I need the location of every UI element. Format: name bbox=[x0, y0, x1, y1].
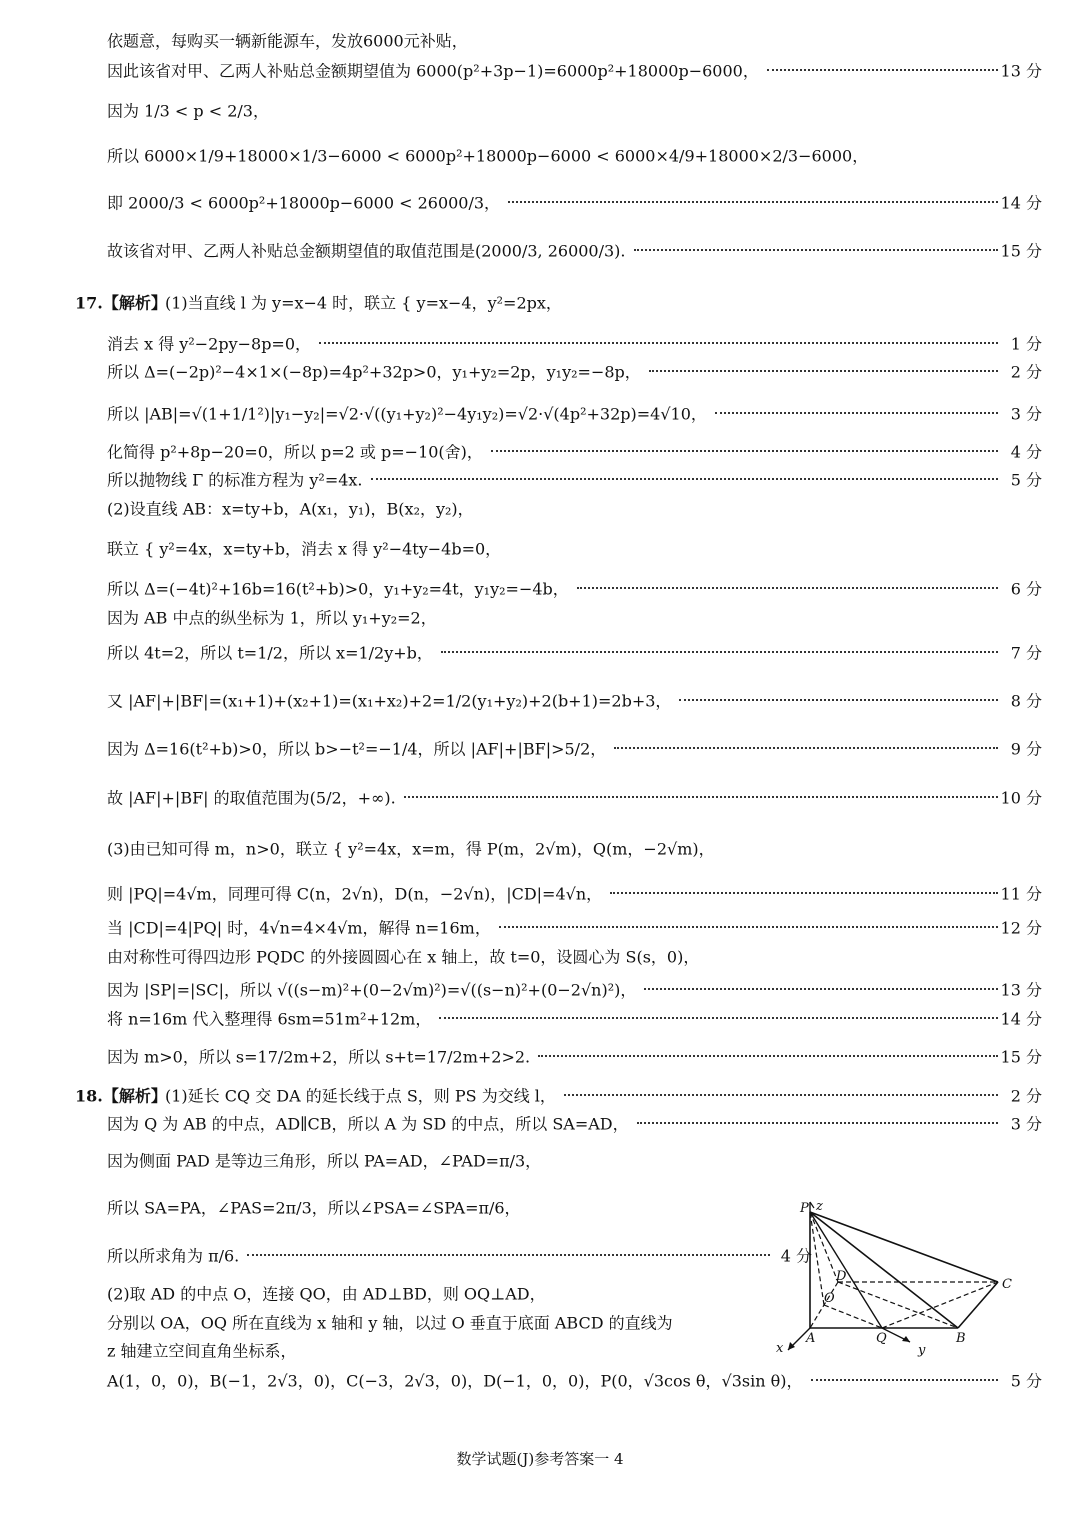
answer-line bbox=[0, 600, 1080, 634]
dot-leader bbox=[767, 69, 998, 71]
dot-leader bbox=[371, 478, 998, 480]
answer-line bbox=[0, 1001, 1080, 1035]
dot-leader bbox=[441, 651, 998, 653]
line-text: 所以 4t=2，所以 t=1/2，所以 x=1/2y+b， bbox=[107, 643, 433, 663]
dot-leader bbox=[637, 1122, 998, 1124]
line-text: 依题意，每购买一辆新能源车，发放6000元补贴， bbox=[107, 31, 468, 51]
line-text: 因为 Δ=16(t²+b)>0，所以 b>−t²=−1/4，所以 |AF|+|BF|>5/2， bbox=[107, 739, 607, 759]
answer-line bbox=[0, 1039, 1080, 1073]
score-label: 2 分 bbox=[1010, 1086, 1042, 1106]
figure-label: D bbox=[836, 1269, 847, 1284]
pyramid-figure bbox=[770, 1200, 1040, 1380]
line-text: 又 |AF|+|BF|=(x₁+1)+(x₂+1)=(x₁+x₂)+2=1/2(y₁+y₂)+2(b+1)=2b+3， bbox=[107, 691, 672, 711]
answer-line bbox=[0, 491, 1080, 525]
answer-line bbox=[0, 635, 1080, 669]
dot-leader bbox=[319, 342, 998, 344]
score-label: 4 分 bbox=[780, 1246, 812, 1266]
dot-leader bbox=[499, 926, 998, 928]
line-text: 分别以 OA，OQ 所在直线为 x 轴和 y 轴，以过 O 垂直于底面 ABCD 的直线为 bbox=[107, 1313, 673, 1333]
line-text: 当 |CD|=4|PQ| 时，4√n=4×4√m，解得 n=16m， bbox=[107, 918, 491, 938]
dot-leader bbox=[679, 699, 998, 701]
answer-line bbox=[0, 1143, 1080, 1177]
line-text: 故该省对甲、乙两人补贴总金额期望值的取值范围是(2000/3, 26000/3). bbox=[107, 241, 626, 261]
answer-line bbox=[0, 53, 1080, 87]
line-text: (2)取 AD 的中点 O，连接 QO，由 AD⊥BD，则 OQ⊥AD， bbox=[107, 1284, 546, 1304]
line-text: 由对称性可得四边形 PQDC 的外接圆圆心在 x 轴上，故 t=0，设圆心为 S(s，0)， bbox=[107, 947, 700, 967]
score-label: 10 分 bbox=[1000, 788, 1042, 808]
answer-line bbox=[0, 23, 1080, 57]
figure-label: B bbox=[956, 1331, 966, 1346]
dot-leader bbox=[508, 201, 998, 203]
score-label: 3 分 bbox=[1010, 1114, 1042, 1134]
line-text: (3)由已知可得 m，n>0，联立 { y²=4x，x=m，得 P(m，2√m)，Q(m，−2√m)， bbox=[107, 839, 715, 859]
score-label: 9 分 bbox=[1010, 739, 1042, 759]
figure-label: O bbox=[824, 1291, 835, 1306]
figure-label: y bbox=[918, 1343, 926, 1358]
line-text: 因此该省对甲、乙两人补贴总金额期望值为 6000(p²+3p−1)=6000p²+18000p−6000， bbox=[107, 61, 759, 81]
dot-leader bbox=[247, 1254, 770, 1256]
figure-label: C bbox=[1002, 1277, 1012, 1292]
line-text: 所以 Δ=(−2p)²−4×1×(−8p)=4p²+32p>0，y₁+y₂=2p，y₁y₂=−8p， bbox=[107, 362, 641, 382]
line-text: 因为 Q 为 AB 的中点，AD∥CB，所以 A 为 SD 的中点，所以 SA=AD， bbox=[107, 1114, 629, 1134]
score-label: 14 分 bbox=[1000, 193, 1042, 213]
line-text: A(1，0，0)，B(−1，2√3，0)，C(−3，2√3，0)，D(−1，0，0)，P(0，√3cos θ，√3sin θ)， bbox=[107, 1371, 803, 1391]
answer-line bbox=[0, 531, 1080, 565]
line-text: 因为 m>0，所以 s=17/2m+2，所以 s+t=17/2m+2>2. bbox=[107, 1047, 531, 1067]
figure-label: z bbox=[816, 1200, 823, 1214]
question-number: 17.【解析】 bbox=[75, 293, 167, 313]
answer-line bbox=[0, 354, 1080, 388]
line-text: 则 |PQ|=4√m，同理可得 C(n，2√n)，D(n，−2√n)，|CD|=4√n， bbox=[107, 884, 603, 904]
answer-line bbox=[0, 93, 1080, 127]
dot-leader bbox=[404, 796, 998, 798]
dot-leader bbox=[538, 1055, 998, 1057]
dot-leader bbox=[634, 249, 998, 251]
line-text: (2)设直线 AB：x=ty+b，A(x₁，y₁)，B(x₂，y₂)， bbox=[107, 499, 474, 519]
line-text: 所以 Δ=(−4t)²+16b=16(t²+b)>0，y₁+y₂=4t，y₁y₂=−4b， bbox=[107, 579, 569, 599]
line-text: 因为 AB 中点的纵坐标为 1，所以 y₁+y₂=2， bbox=[107, 608, 437, 628]
line-text: (1)延长 CQ 交 DA 的延长线于点 S，则 PS 为交线 l， bbox=[165, 1086, 556, 1106]
line-text: 所以 6000×1/9+18000×1/3−6000 < 6000p²+18000p−6000 < 6000×4/9+18000×2/3−6000， bbox=[107, 146, 869, 166]
dot-leader bbox=[564, 1094, 998, 1096]
answer-line bbox=[0, 731, 1080, 765]
answer-line bbox=[0, 285, 1080, 319]
line-text: 因为 1/3 < p < 2/3， bbox=[107, 101, 269, 121]
line-text: 所以所求角为 π/6. bbox=[107, 1246, 240, 1266]
figure-label: A bbox=[806, 1331, 816, 1346]
line-text: 所以抛物线 Γ 的标准方程为 y²=4x. bbox=[107, 470, 363, 490]
line-text: 所以 SA=PA，∠PAS=2π/3，所以∠PSA=∠SPA=π/6， bbox=[107, 1198, 521, 1218]
line-text: 联立 { y²=4x，x=ty+b，消去 x 得 y²−4ty−4b=0， bbox=[107, 539, 502, 559]
line-text: (1)当直线 l 为 y=x−4 时，联立 { y=x−4，y²=2px， bbox=[165, 293, 562, 313]
line-text: 即 2000/3 < 6000p²+18000p−6000 < 26000/3， bbox=[107, 193, 501, 213]
score-label: 15 分 bbox=[1000, 1047, 1042, 1067]
line-text: 因为 |SP|=|SC|，所以 √((s−m)²+(0−2√m)²)=√((s−n)²+(0−2√n)²)， bbox=[107, 980, 637, 1000]
line-text: 将 n=16m 代入整理得 6sm=51m²+12m， bbox=[107, 1009, 432, 1029]
line-text: 故 |AF|+|BF| 的取值范围为(5/2，+∞). bbox=[107, 788, 396, 808]
figure-label: P bbox=[800, 1201, 809, 1216]
score-label: 7 分 bbox=[1010, 643, 1042, 663]
dot-leader bbox=[644, 988, 998, 990]
line-text: z 轴建立空间直角坐标系， bbox=[107, 1341, 297, 1361]
figure-label: Q bbox=[876, 1331, 887, 1346]
answer-line bbox=[0, 396, 1080, 430]
score-label: 8 分 bbox=[1010, 691, 1042, 711]
score-label: 5 分 bbox=[1010, 470, 1042, 490]
answer-line bbox=[0, 876, 1080, 910]
answer-line bbox=[0, 939, 1080, 973]
score-label: 1 分 bbox=[1010, 334, 1042, 354]
dot-leader bbox=[577, 587, 998, 589]
answer-line bbox=[0, 683, 1080, 717]
dot-leader bbox=[614, 747, 998, 749]
dot-leader bbox=[610, 892, 998, 894]
page-footer: 数学试题(J)参考答案一 4 bbox=[456, 1450, 624, 1468]
line-text: 消去 x 得 y²−2py−8p=0， bbox=[107, 334, 312, 354]
score-label: 12 分 bbox=[1000, 918, 1042, 938]
score-label: 13 分 bbox=[1000, 980, 1042, 1000]
question-number: 18.【解析】 bbox=[75, 1086, 167, 1106]
dot-leader bbox=[439, 1017, 998, 1019]
answer-line bbox=[0, 138, 1080, 172]
answer-line bbox=[0, 1106, 1080, 1140]
line-text: 化简得 p²+8p−20=0，所以 p=2 或 p=−10(舍)， bbox=[107, 442, 483, 462]
line-text: 所以 |AB|=√(1+1/1²)|y₁−y₂|=√2·√((y₁+y₂)²−4y₁y₂)=√2·√(4p²+32p)=4√10， bbox=[107, 404, 707, 424]
score-label: 6 分 bbox=[1010, 579, 1042, 599]
line-text: 因为侧面 PAD 是等边三角形，所以 PA=AD，∠PAD=π/3， bbox=[107, 1151, 542, 1171]
score-label: 3 分 bbox=[1010, 404, 1042, 424]
score-label: 4 分 bbox=[1010, 442, 1042, 462]
dot-leader bbox=[491, 450, 998, 452]
answer-line bbox=[0, 780, 1080, 814]
score-label: 5 分 bbox=[1010, 1371, 1042, 1391]
score-label: 2 分 bbox=[1010, 362, 1042, 382]
answer-line bbox=[0, 185, 1080, 219]
answer-line bbox=[0, 831, 1080, 865]
score-label: 11 分 bbox=[1000, 884, 1042, 904]
answer-line bbox=[0, 233, 1080, 267]
dot-leader bbox=[715, 412, 998, 414]
score-label: 13 分 bbox=[1000, 61, 1042, 81]
dot-leader bbox=[649, 370, 998, 372]
figure-label: x bbox=[776, 1341, 784, 1356]
score-label: 14 分 bbox=[1000, 1009, 1042, 1029]
score-label: 15 分 bbox=[1000, 241, 1042, 261]
